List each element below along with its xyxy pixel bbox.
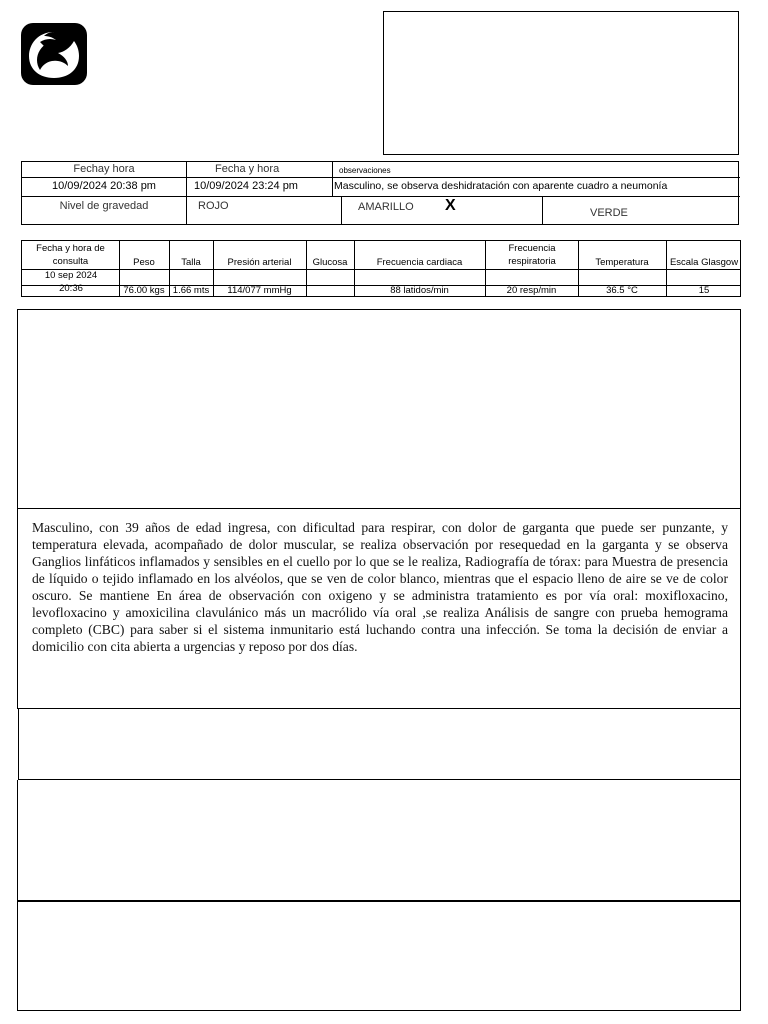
vitals-header-glasgow: Escala Glasgow [669,257,739,268]
vitals-header-respiratory-rate: Frecuencia respiratoria [508,243,556,267]
level-yellow: AMARILLO [358,201,414,213]
level-green: VERDE [590,207,628,219]
vitals-value-height: 1.66 mts [172,285,210,296]
vitals-table [21,240,741,297]
level-mark: X [445,197,456,214]
vitals-header-datetime: Fecha y hora de consulta [36,243,105,267]
datetime-title-2: Fecha y hora [215,163,280,175]
vitals-header-blood-pressure: Presión arterial [227,257,292,268]
empty-section-3 [17,780,741,901]
vitals-value-heart-rate: 88 latidos/min [390,285,449,296]
observations-value: Masculino, se observa deshidratación con aparente cuadro a neumonía [334,180,668,192]
vitals-value-respiratory-rate: 20 resp/min [506,285,557,296]
vitals-header-glucose: Glucosa [312,257,348,268]
vitals-value-datetime: 10 sep 2024 20:36 [44,270,98,294]
observations-title: observaciones [339,166,391,175]
clinical-narrative: Masculino, con 39 años de edad ingresa, con dificultad para respirar, con dolor de garganta que puede ser punzante, y temperatura elevada, acompañado de dolor muscular, se realiza observación por resequedad en la garganta y se observa Ganglios linfáticos inflamados y sensibles en el cuello por lo que se le realiza, Radiografía de tórax: para Muestra de presencia de líquido o tejido inflamado en los alvéolos, que se ven de color blanco, mientras que el espacio lleno de aire se ve de color oscuro. Se mantiene En área de observación con oxigeno y se administra tratamiento es por vía oral: moxifloxacino, levofloxacino y amoxicilina clavulánico más un macrólido vía oral ,se realiza Análisis de sangre con prueba hemograma completo (CBC) para saber si el sistema inmunitario está luchando contra una infección. Se toma la decisión de enviar a domicilio con cita abierta a urgencias y reposo por dos días. [32,520,728,654]
photo-box [383,11,739,155]
level-red: ROJO [198,200,229,212]
vitals-value-weight: 76.00 kgs [123,285,165,296]
vitals-header-weight: Peso [133,257,155,268]
vitals-header-height: Talla [181,257,201,268]
vitals-header-temperature: Temperatura [595,257,649,268]
empty-section-2 [18,708,741,780]
institution-logo [20,22,88,86]
triage-header-table [21,161,739,225]
vitals-value-glasgow: 15 [698,285,710,296]
vitals-value-temperature: 36.5 °C [606,285,638,296]
empty-section-4 [17,900,741,1011]
datetime-title-1: Fechay hora [73,163,135,175]
vitals-value-blood-pressure: 114/077 mmHg [227,285,292,296]
vitals-header-heart-rate: Frecuencia cardiaca [376,257,463,268]
datetime-value-1: 10/09/2024 20:38 pm [52,180,156,192]
empty-section-1 [17,309,741,509]
severity-label: Nivel de gravedad [59,200,149,212]
datetime-value-2: 10/09/2024 23:24 pm [194,180,298,192]
clinical-narrative-box [17,509,741,709]
